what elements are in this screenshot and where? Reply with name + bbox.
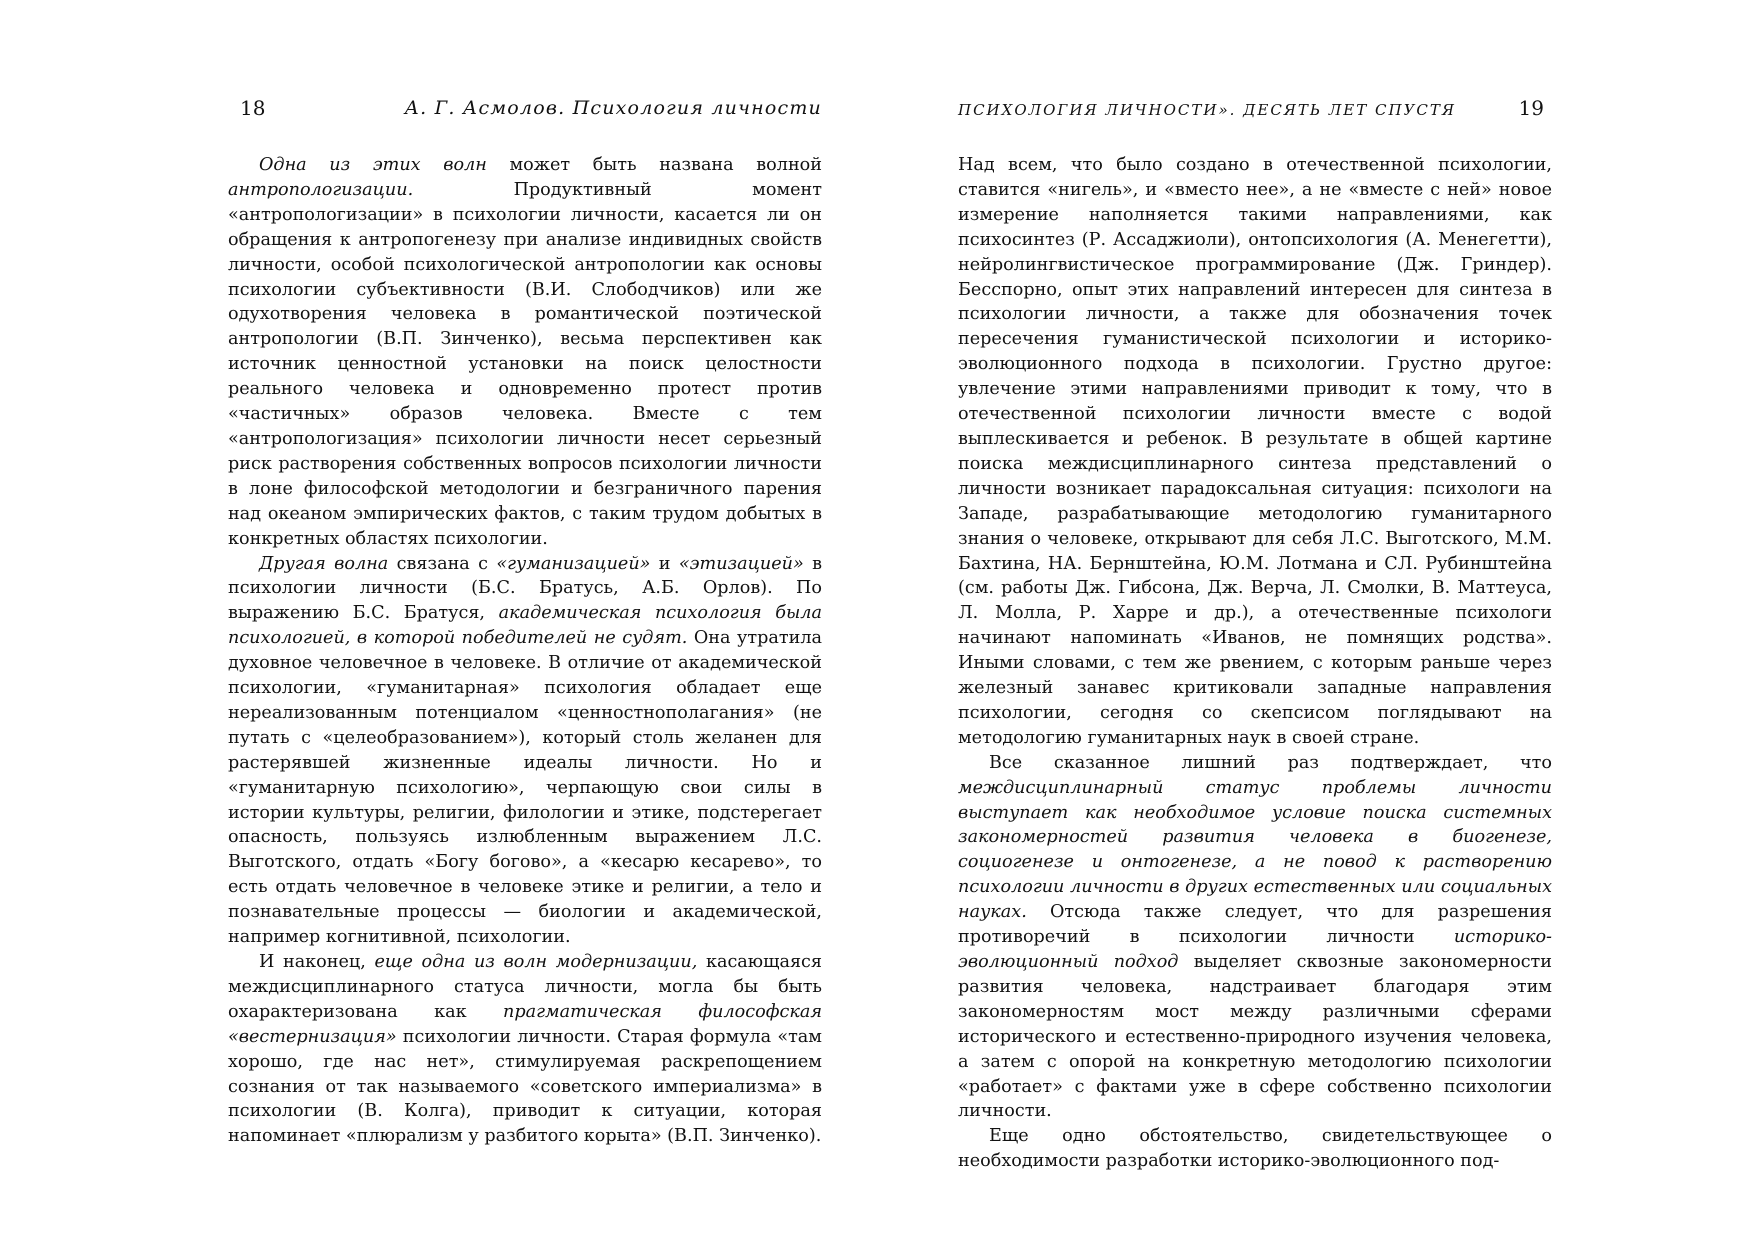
text-run: Над всем, что было создано в отечественной психологии, ставится «нигель», и «вместо нее», а не «вместе с ней» новое измерение наполняется такими направлениями, как психосинтез (Р. Ассаджиоли), онтопсихология (А. Менегетти), нейролингвистическое программирование (Дж. Гриндер). Бесспорно, опыт этих направлений интересен для синтеза в психологии личности, а также для обозначения точек пересечения гуманистической психологии и историко-эволюционного подхода в психологии. Грустно другое: увлечение этими направлениями приводит к тому, что в отечественной психологии личности вместе с водой выплескивается и ребенок. В результате в общей картине поиска междисциплинарного синтеза представлений о личности возникает парадоксальная ситуация: психологи на Западе, разрабатывающие методологию гуманитарного знания о человеке, открывают для себя Л.С. Выготского, М.М. Бахтина, НА. Бернштейна, Ю.М. Лотмана и СЛ. Рубинштейна (см. работы Дж. Гибсона, Дж. Верча, Л. Смолки, В. Маттеуса, Л. Молла, Р. Харре и др.), а отечественные психологи начинают напоминать «Иванов, не помнящих родства». Иными словами, с тем же рвением, с которым раньше через железный занавес критиковали западные направления психологии, сегодня со скепсисом поглядывают на методологию гуманитарных наук в своей стране. [958,155,1552,748]
right-page [958,0,1552,1241]
italic-text-run: «гуманизацией» [496,553,651,574]
left-page-body [228,153,822,1149]
italic-text-run: Одна из этих волн [259,155,487,175]
text-run: психологии личности. Старая формула «там хорошо, где нас нет», стимулируемая раскрепощением сознания от так называемого «советского империализма» в психологии (В. Колга), приводит к ситуации, которая напоминает «плюрализм у разбитого корыта» (В.П. Зинченко). [228,1026,822,1147]
italic-text-run: прагматическая философская «вестернизация» [228,1001,822,1047]
right-page-number: 19 [1518,96,1544,120]
right-paragraph-3 [958,1124,1552,1174]
right-paragraph-1 [958,153,1552,751]
italic-text-run: Другая волна [259,553,389,574]
text-run: связана с [388,553,497,574]
text-run: и [650,553,679,574]
italic-text-run: антропологизации. [228,179,414,200]
text-run: Отсюда также следует, что для разрешения противоречий в психологии личности [958,902,1552,948]
left-page [228,0,822,1241]
italic-text-run: историко-эволюционный подход [958,927,1552,972]
italic-text-run: «этизацией» [678,553,804,574]
text-run: может быть названа волной [486,155,822,175]
left-running-head: А. Г. Асмолов. Психология личности [404,97,822,119]
text-run: Все сказанное лишний раз подтверждает, что [989,752,1552,773]
left-paragraph-1 [228,153,822,552]
text-run: в психологии личности (Б.С. Братусь, А.Б. Орлов). По выражению Б.С. Братуся, [228,553,822,624]
text-run: выделяет сквозные закономерности развития человека, надстраивает благодаря этим закономерностям мост между различными сферами исторического и естественно-природного изучения человека, а затем с опорой на конкретную методологию психологии «работает» с фактами уже в сфере собственно психологии личности. [958,952,1553,1122]
left-paragraph-2 [228,552,822,951]
left-paragraph-3 [228,950,822,1149]
right-running-head: ПСИХОЛОГИЯ ЛИЧНОСТИ». ДЕСЯТЬ ЛЕТ СПУСТЯ [958,101,1457,119]
text-run: И наконец, [259,952,375,972]
right-page-body [958,153,1552,1174]
text-run: Продуктивный момент «антропологизации» в психологии личности, касается ли он обращения к антропогенезу при анализе индивидных свойств личности, особой психологической антропологии как основы психологии субъективности (В.И. Слободчиков) или же одухотворения человека в романтической поэтической антропологии (В.П. Зинченко), весьма перспективен как источник ценностной установки на поиск целостности реального человека и одновременно протест против «частичных» образов человека. Вместе с тем «антропологизация» психологии личности несет серьезный риск растворения собственных вопросов психологии личности в лоне философской методологии и безграничного парения над океаном эмпирических фактов, с таким трудом добытых в конкретных областях психологии. [228,179,822,549]
text-run: касающаяся междисциплинарного статуса личности, могла бы быть охарактеризована как [228,952,822,1022]
italic-text-run: академическая психология была психологией, в которой победителей не судят. [228,603,822,649]
italic-text-run: междисциплинарный статус проблемы личности выступает как необходимое условие поиска системных закономерностей развития человека в биогенезе, социогенезе и онтогенезе, а не повод к растворению психологии личности в других естественных или социальных науках. [958,777,1552,923]
right-paragraph-2 [958,751,1552,1125]
italic-text-run: еще одна из волн модернизации, [374,952,698,972]
left-page-number: 18 [240,96,266,120]
text-run: Она утратила духовное человечное в человеке. В отличие от академической психологии, «гуманитарная» психология обладает еще нереализованным потенциалом «ценностнополагания» (не путать с «целеобразованием»), который столь желанен для растерявшей жизненные идеалы личности. Но и «гуманитарную психологию», черпающую свои силы в истории культуры, религии, филологии и этике, подстерегает опасность, пользуясь излюбленным выражением Л.С. Выготского, отдать «Богу богово», а «кесарю кесарево», то есть отдать человечное в человеке этике и религии, а тело и познавательные процессы — биологии и академической, например когнитивной, психологии. [228,628,822,948]
text-run: Еще одно обстоятельство, свидетельствующее о необходимости разработки историко-эволюционного под- [958,1126,1552,1172]
